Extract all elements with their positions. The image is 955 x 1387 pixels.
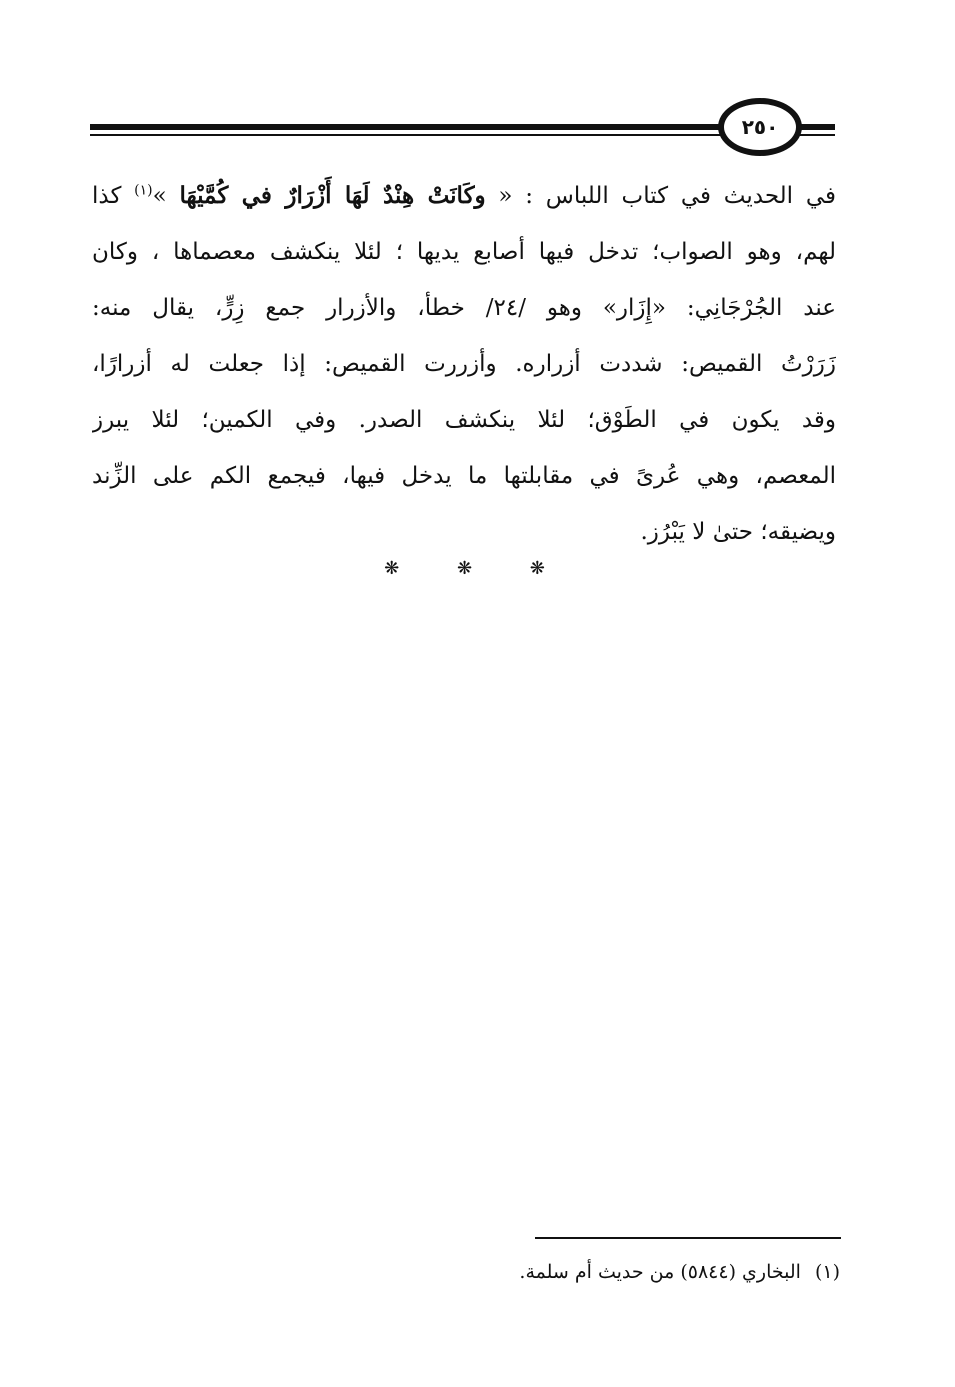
page-number: ٢٥٠ <box>718 98 802 156</box>
footnote-rule <box>535 1237 841 1239</box>
body-line-7: ويضيقه؛ حتىٰ لا يَبْرُز. <box>640 519 836 545</box>
header-rule-thin <box>90 134 720 136</box>
footnote-reference[interactable]: (١) <box>134 182 153 199</box>
body-line-2: لهم، وهو الصواب؛ تدخل فيها أصابع يديها ؛ لئلا ينكشف معصماها ، وكان <box>92 239 836 265</box>
body-text <box>92 168 836 560</box>
line1-after: كذا <box>92 183 135 209</box>
line1-close: » <box>152 183 167 209</box>
header-rule <box>90 124 720 130</box>
body-line-4: زَرَرْتُ القميص: شددت أزراره. وأزررت القميص: إذا جعلت له أزرارًا، <box>92 351 836 377</box>
footnote <box>300 1258 840 1286</box>
body-line-1 <box>92 168 836 224</box>
hadith-quote: وكَانَتْ هِنْدٌ لَهَا أَزْرَارٌ في كُمَّيْهَا <box>179 182 486 209</box>
footnote-marker: (١) <box>814 1261 840 1283</box>
header-rule-right <box>800 124 835 130</box>
line1-before: في الحديث في كتاب اللباس : « <box>498 183 836 209</box>
footnote-text: البخاري (٥٨٤٤) من حديث أم سلمة. <box>519 1261 801 1283</box>
body-line-3: عند الجُرْجَانِي: «إِزَار» وهو /٢٤/ خطأ، والأزرار جمع زِرٍّ، يقال منه: <box>92 295 836 321</box>
section-separator: ❋ ❋ ❋ <box>384 558 571 579</box>
header-rule-right-thin <box>800 134 835 136</box>
body-line-5: وقد يكون في الطَوْق؛ لئلا ينكشف الصدر. وفي الكمين؛ لئلا يبرز <box>92 407 836 433</box>
body-line-6: المعصم، وهي عُرىً في مقابلتها ما يدخل فيها، فيجمع الكم على الزِّند <box>92 463 836 489</box>
